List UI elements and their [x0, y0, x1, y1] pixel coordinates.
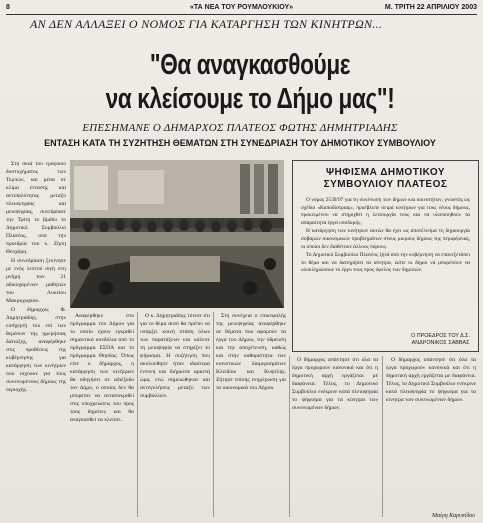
article-column-4 [216, 312, 286, 517]
paragraph: Ο κ. Δημητριάδης τόνισε ότι για το θέμα αυτό θα πρέπει να υπάρξει κοινή στάση όλων των παρατάξεων και κάλεσε τη μειοψηφία να στηρίξει το ψήφισμα. Η συζήτηση που ακολούθησε ήταν ιδιαίτερα έντονη και διήρκεσε αρκετή ώρα, ενώ σημειώθηκαν και αντεγκλήσεις μεταξύ των συμβούλων. [140, 313, 210, 399]
article-column-2 [70, 312, 134, 517]
resolution-signature [411, 333, 470, 347]
article-column-5 [292, 356, 378, 517]
byline: Μαίρη Καρυπίδου [432, 513, 475, 519]
subhead: ΕΠΕΣΗΜΑΝΕ Ο ΔΗΜΑΡΧΟΣ ΠΛΑΤΕΟΣ ΦΩΤΗΣ ΔΗΜΗΤΡΙΑΔΗΣ [82, 122, 398, 134]
article-column-6 [386, 356, 476, 506]
meeting-photo-image [70, 160, 284, 308]
council-meeting-photo [70, 160, 284, 308]
kicker: ΑΝ ΔΕΝ ΑΛΛΑΞΕΙ Ο ΝΟΜΟΣ ΓΙΑ ΚΑΤΑΡΓΗΣΗ ΤΩΝ ΚΙΝΗΤΡΩΝ... [30, 17, 383, 31]
resolution-box [292, 160, 479, 352]
article-column-left [6, 160, 66, 510]
column-divider [213, 312, 214, 517]
headline-line-2: να κλείσουμε το Δήμο μας"! [105, 83, 395, 115]
subhead-secondary: ΕΝΤΑΣΗ ΚΑΤΑ ΤΗ ΣΥΖΗΤΗΣΗ ΘΕΜΑΤΩΝ ΣΤΗ ΣΥΝΕΔΡΙΑΣΗ ΤΟΥ ΔΗΜΟΤΙΚΟΥ ΣΥΜΒΟΥΛΙΟΥ [44, 138, 436, 148]
resolution-paragraph: Το Δημοτικό Συμβούλιο Πλατέος ζητά από την κυβέρνηση να επανεξετάσει το θέμα και να διατηρήσει τα κίνητρα, ώστε οι δήμοι να μπορέσουν να ολοκληρώσουν το έργο τους προς όφελος των δημοτών. [301, 252, 470, 274]
paragraph: Στη συνέχεια ο επικεφαλής της μειοψηφίας αναφέρθηκε σε θέματα που αφορούν τα έργα του Δήμου, την ύδρευση και την αποχέτευση, καθώς και στην καθαριότητα των κοινοτικών διαμερισμάτων Κλειδίου και Κυψέλης. Ζήτησε επίσης ενημέρωση για τα οικονομικά του Δήμου. [216, 313, 286, 391]
signature-role: Ο ΠΡΟΕΔΡΟΣ ΤΟΥ Δ.Σ. [411, 333, 470, 339]
paragraph: Ο δήμαρχος απάντησε ότι όλα τα έργα προχωρούν κανονικά και ότι η δημοτική αρχή εργάζεται με διαφάνεια. Τέλος, το Δημοτικό Συμβούλιο ενέκρινε κατά πλειοψηφία το ψήφισμα για τα κίνητρα των συνενωμένων δήμων. [292, 357, 378, 411]
running-head [6, 2, 477, 15]
paragraph: Ο δήμαρχος απάντησε ότι όλα τα έργα προχωρούν κανονικά και ότι η δημοτική αρχή εργάζεται με διαφάνεια. Τέλος, το Δημοτικό Συμβούλιο ενέκρινε κατά πλειοψηφία το ψήφισμα για τα κίνητρα των συνενωμένων δήμων. [386, 357, 476, 403]
resolution-title-line-1: ΨΗΦΙΣΜΑ ΔΗΜΟΤΙΚΟΥ [325, 167, 446, 178]
signature-name: ΑΝΔΡΟΝΙΚΟΣ ΣΑΒΒΑΣ [411, 340, 470, 346]
issue-date: Μ. ΤΡΙΤΗ 22 ΑΠΡΙΛΙΟΥ 2003 [384, 4, 477, 11]
resolution-paragraph: Ο νόμος 2539/97 για τη συνένωση των δήμων και κοινοτήτων, γνωστός ως σχέδιο «Καποδίστριας», προέβλεπε σειρά κινήτρων για τους νέους δήμους, προκειμένου να στηριχθεί η λειτουργία τους και να υλοποιηθούν τα απαραίτητα έργα υποδομής. [301, 197, 470, 226]
page-number: 8 [6, 4, 10, 11]
paragraph: Αναφέρθηκε στο πρόγραμμα του Δήμου για το οποίο έχουν εγκριθεί σημαντικά κονδύλια από το πρόγραμμα ΕΣΠΑ και το πρόγραμμα Θησέας. Όπως είπε ο δήμαρχος, η κατάργηση των κινήτρων θα οδηγήσει σε αδιέξοδο τον Δήμο, ο οποίος δεν θα μπορέσει να ανταποκριθεί στις υποχρεώσεις του προς τους δημότες και θα αναγκασθεί να κλείσει. [70, 313, 134, 423]
headline [102, 48, 398, 116]
resolution-paragraph: Η κατάργηση των κινήτρων αυτών θα έχει ως αποτέλεσμα τη δημιουργία σοβαρών οικονομικών προβλημάτων στους μικρούς δήμους της περιφέρειας, οι οποίοι δεν διαθέτουν άλλους πόρους. [301, 228, 470, 250]
article-column-3 [140, 312, 210, 517]
column-divider [289, 356, 290, 517]
newspaper-name: «ΤΑ ΝΕΑ ΤΟΥ ΡΟΥΜΛΟΥΚΙΟΥ» [189, 4, 294, 11]
paragraph: Η συνεδρίαση ξεκίνησε με ενός λεπτού σιγή στη μνήμη των 21 αδικοχαμένων μαθητών του Λυκείου Μακρυχωρίου. [6, 258, 66, 304]
paragraph: Ο δήμαρχος Φ. Δημητριάδης, στην εισήγησή του επί των θεμάτων της ημερήσιας διάταξης, αναφέρθηκε στις προθέσεις της κυβέρνησης για κατάργηση των κινήτρων που ισχύουν για τους συνενωμένους δήμους της περιοχής. [6, 307, 66, 393]
headline-line-1: "Θα αναγκασθούμε [149, 49, 351, 81]
resolution-title [293, 167, 478, 191]
column-divider [382, 356, 383, 517]
resolution-body [301, 197, 470, 322]
column-divider [137, 312, 138, 517]
resolution-title-line-2: ΣΥΜΒΟΥΛΙΟΥ ΠΛΑΤΕΟΣ [323, 179, 448, 190]
paragraph: Στη σκιά του τραγικού δυστυχήματος των Τεμπών, και μέσα σε κλίμα έντασης και αντιπαλότητας μεταξύ πλειοψηφίας και μειοψηφίας, συνεδρίασε την Τρίτη το βράδυ το Δημοτικό Συμβούλιο Πλατέος, υπό την προεδρία του κ. Ζήση Θεοχάρη. [6, 161, 66, 255]
